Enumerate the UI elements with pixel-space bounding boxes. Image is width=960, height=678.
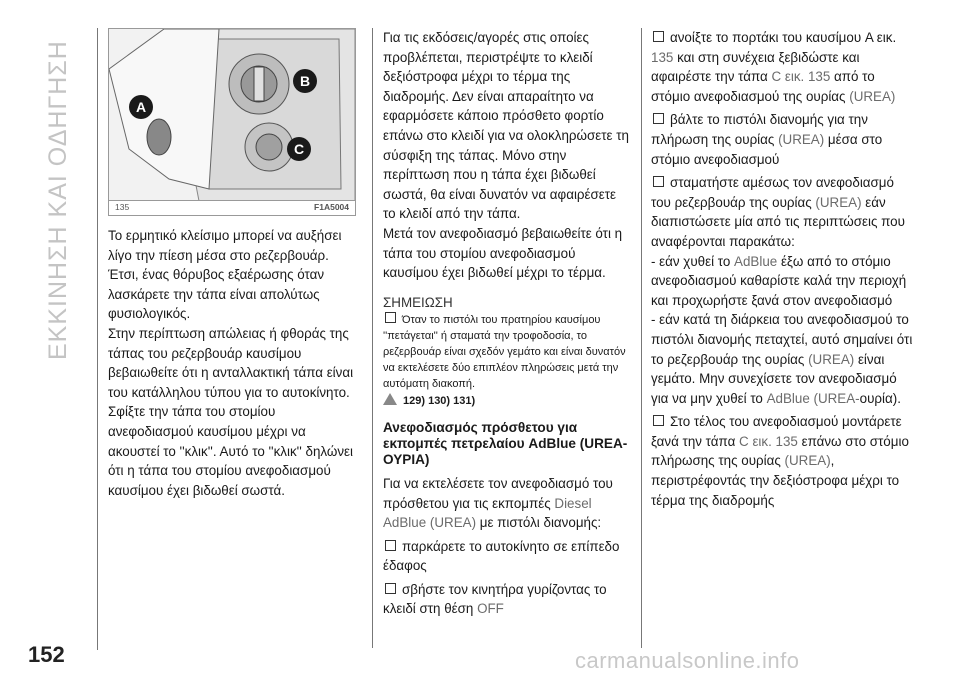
list-item: παρκάρετε το αυτοκίνητο σε επίπεδο έδαφος: [383, 538, 620, 574]
chapter-side-title: ΕΚΚΙΝΗΣΗ ΚΑΙ ΟΔΗΓΗΣΗ: [44, 40, 72, 360]
list-item: σβήστε τον κινητήρα γυρίζοντας το κλειδί στη θέση OFF: [383, 581, 607, 617]
label-c: C: [287, 137, 311, 161]
column-rule: [372, 28, 373, 648]
paragraph: Σφίξτε την τάπα του στομίου ανεφοδιασμού καυσίμου μέχρι να ακουστεί το ''κλικ''. Αυτό το ''κλικ'' δηλώνει ότι η τάπα του στομίου ανεφοδιασμού καυσίμου έχει βιδωθεί σωστά.: [108, 404, 353, 498]
warning-refs: [383, 392, 631, 412]
sub-item: - εάν χυθεί το AdBlue έξω από το στόμιο ανεφοδιασμού καθαρίστε καλά την περιοχή και προχωρήστε ξανά στον ανεφοδιασμό: [651, 253, 907, 308]
paragraph: Μετά τον ανεφοδιασμό βεβαιωθείτε ότι η τάπα του στομίου ανεφοδιασμού καυσίμου έχει βιδωθεί μέχρι το τέρμα.: [383, 225, 623, 281]
watermark: carmanualsonline.info: [575, 648, 800, 673]
column-right: [651, 28, 913, 510]
label-b: B: [293, 69, 317, 93]
list-item: Στο τέλος του ανεφοδιασμού μοντάρετε ξανά την τάπα C εικ. 135 επάνω στο στόμιο πλήρωσης της ουρίας (UREA), περιστρέφοντάς την δεξιόστροφα μέχρι το τέρμα της διαδρομής: [651, 414, 909, 508]
note-body: Όταν το πιστόλι του πρατηρίου καυσίμου ''πετάγεται'' ή σταματά την τροφοδοσία, το ρεζερβουάρ είναι σχεδόν γεμάτο και είναι δυνατόν να εκτελέσετε δύο επιπλέον πληρώσεις μετά την αυτόματη διακοπή.: [383, 314, 626, 391]
column-rule: [641, 28, 642, 648]
figure-number: 135: [115, 202, 130, 212]
note-text: [383, 312, 631, 392]
note-heading: ΣΗΜΕΙΩΣΗ: [383, 294, 453, 310]
paragraph: Στην περίπτωση απώλειας ή φθοράς της τάπας του ρεζερβουάρ καυσίμου βεβαιωθείτε ότι η ανταλλακτική τάπα είναι του κατάλληλου τύπου για το αυτοκίνητο.: [108, 325, 354, 400]
paragraph: Για τις εκδόσεις/αγορές στις οποίες προβλέπεται, περιστρέψτε το κλειδί δεξιόστροφα μέχρι το τέρμα της διαδρομής. Δεν είναι απαραίτητο να εφαρμόσετε κάποιο πρόσθετο φορτίο επάνω στο κλειδί για να ολοκληρώσετε τη σύσφιξη της τάπας. Μόνο στην περίπτωση που η τάπα έχει βιδωθεί σωστά, θα είναι δυνατόν να αφαιρέσετε το κλειδί από την τάπα.: [383, 30, 629, 222]
checkbox-icon: [653, 176, 664, 187]
column-left: [108, 226, 356, 500]
figure-caption: [109, 200, 355, 215]
paragraph: Για να εκτελέσετε τον ανεφοδιασμό του πρόσθετου για τις εκπομπές Diesel AdBlue (UREA) με πιστόλι διανομής:: [383, 475, 613, 531]
checkbox-icon: [385, 583, 396, 594]
list-item: ανοίξτε το πορτάκι του καυσίμου A εικ. 135 και στη συνέχεια ξεβιδώστε και αφαιρέστε την τάπα C εικ. 135 από το στόμιο ανεφοδιασμού της ουρίας (UREA): [651, 30, 897, 104]
checkbox-icon: [385, 540, 396, 551]
list-item: βάλτε το πιστόλι διανομής για την πλήρωση της ουρίας (UREA) μέσα στο στόμιο ανεφοδιασμού: [651, 112, 883, 167]
checkbox-icon: [385, 312, 396, 323]
warning-icon: [383, 393, 397, 405]
figure-code: F1A5004: [314, 202, 349, 212]
list-item: σταματήστε αμέσως τον ανεφοδιασμό του ρεζερβουάρ της ουρίας (UREA) εάν διαπιστώσετε μία από τις περιπτώσεις που αναφέρονται παρακάτω:: [651, 175, 905, 249]
column-middle: [383, 28, 631, 619]
sub-item: - εάν κατά τη διάρκεια του ανεφοδιασμού το πιστόλι διανομής πεταχτεί, αυτό σημαίνει ότι το ρεζερβουάρ της ουρίας (UREA) είναι γεμάτο. Μην συνεχίσετε τον ανεφοδιασμό για να μην χυθεί το AdBlue (UREA-ουρία).: [651, 312, 913, 406]
page-number: 152: [28, 642, 65, 667]
checkbox-icon: [653, 415, 664, 426]
margin-rule: [97, 28, 98, 650]
section-heading: Ανεφοδιασμός πρόσθετου για εκπομπές πετρελαίου AdBlue (UREA-ΟΥΡΙΑ): [383, 419, 628, 467]
paragraph: Το ερμητικό κλείσιμο μπορεί να αυξήσει λίγο την πίεση μέσα στο ρεζερβουάρ. Έτσι, ένας θόρυβος εξαέρωσης όταν λασκάρετε την τάπα είναι απολύτως φυσιολογικός.: [108, 228, 342, 322]
checkbox-icon: [653, 113, 664, 124]
checkbox-icon: [653, 31, 664, 42]
figure-fuel-flap: [108, 28, 356, 216]
refs-text: 129) 130) 131): [403, 395, 476, 408]
label-a: A: [129, 95, 153, 119]
